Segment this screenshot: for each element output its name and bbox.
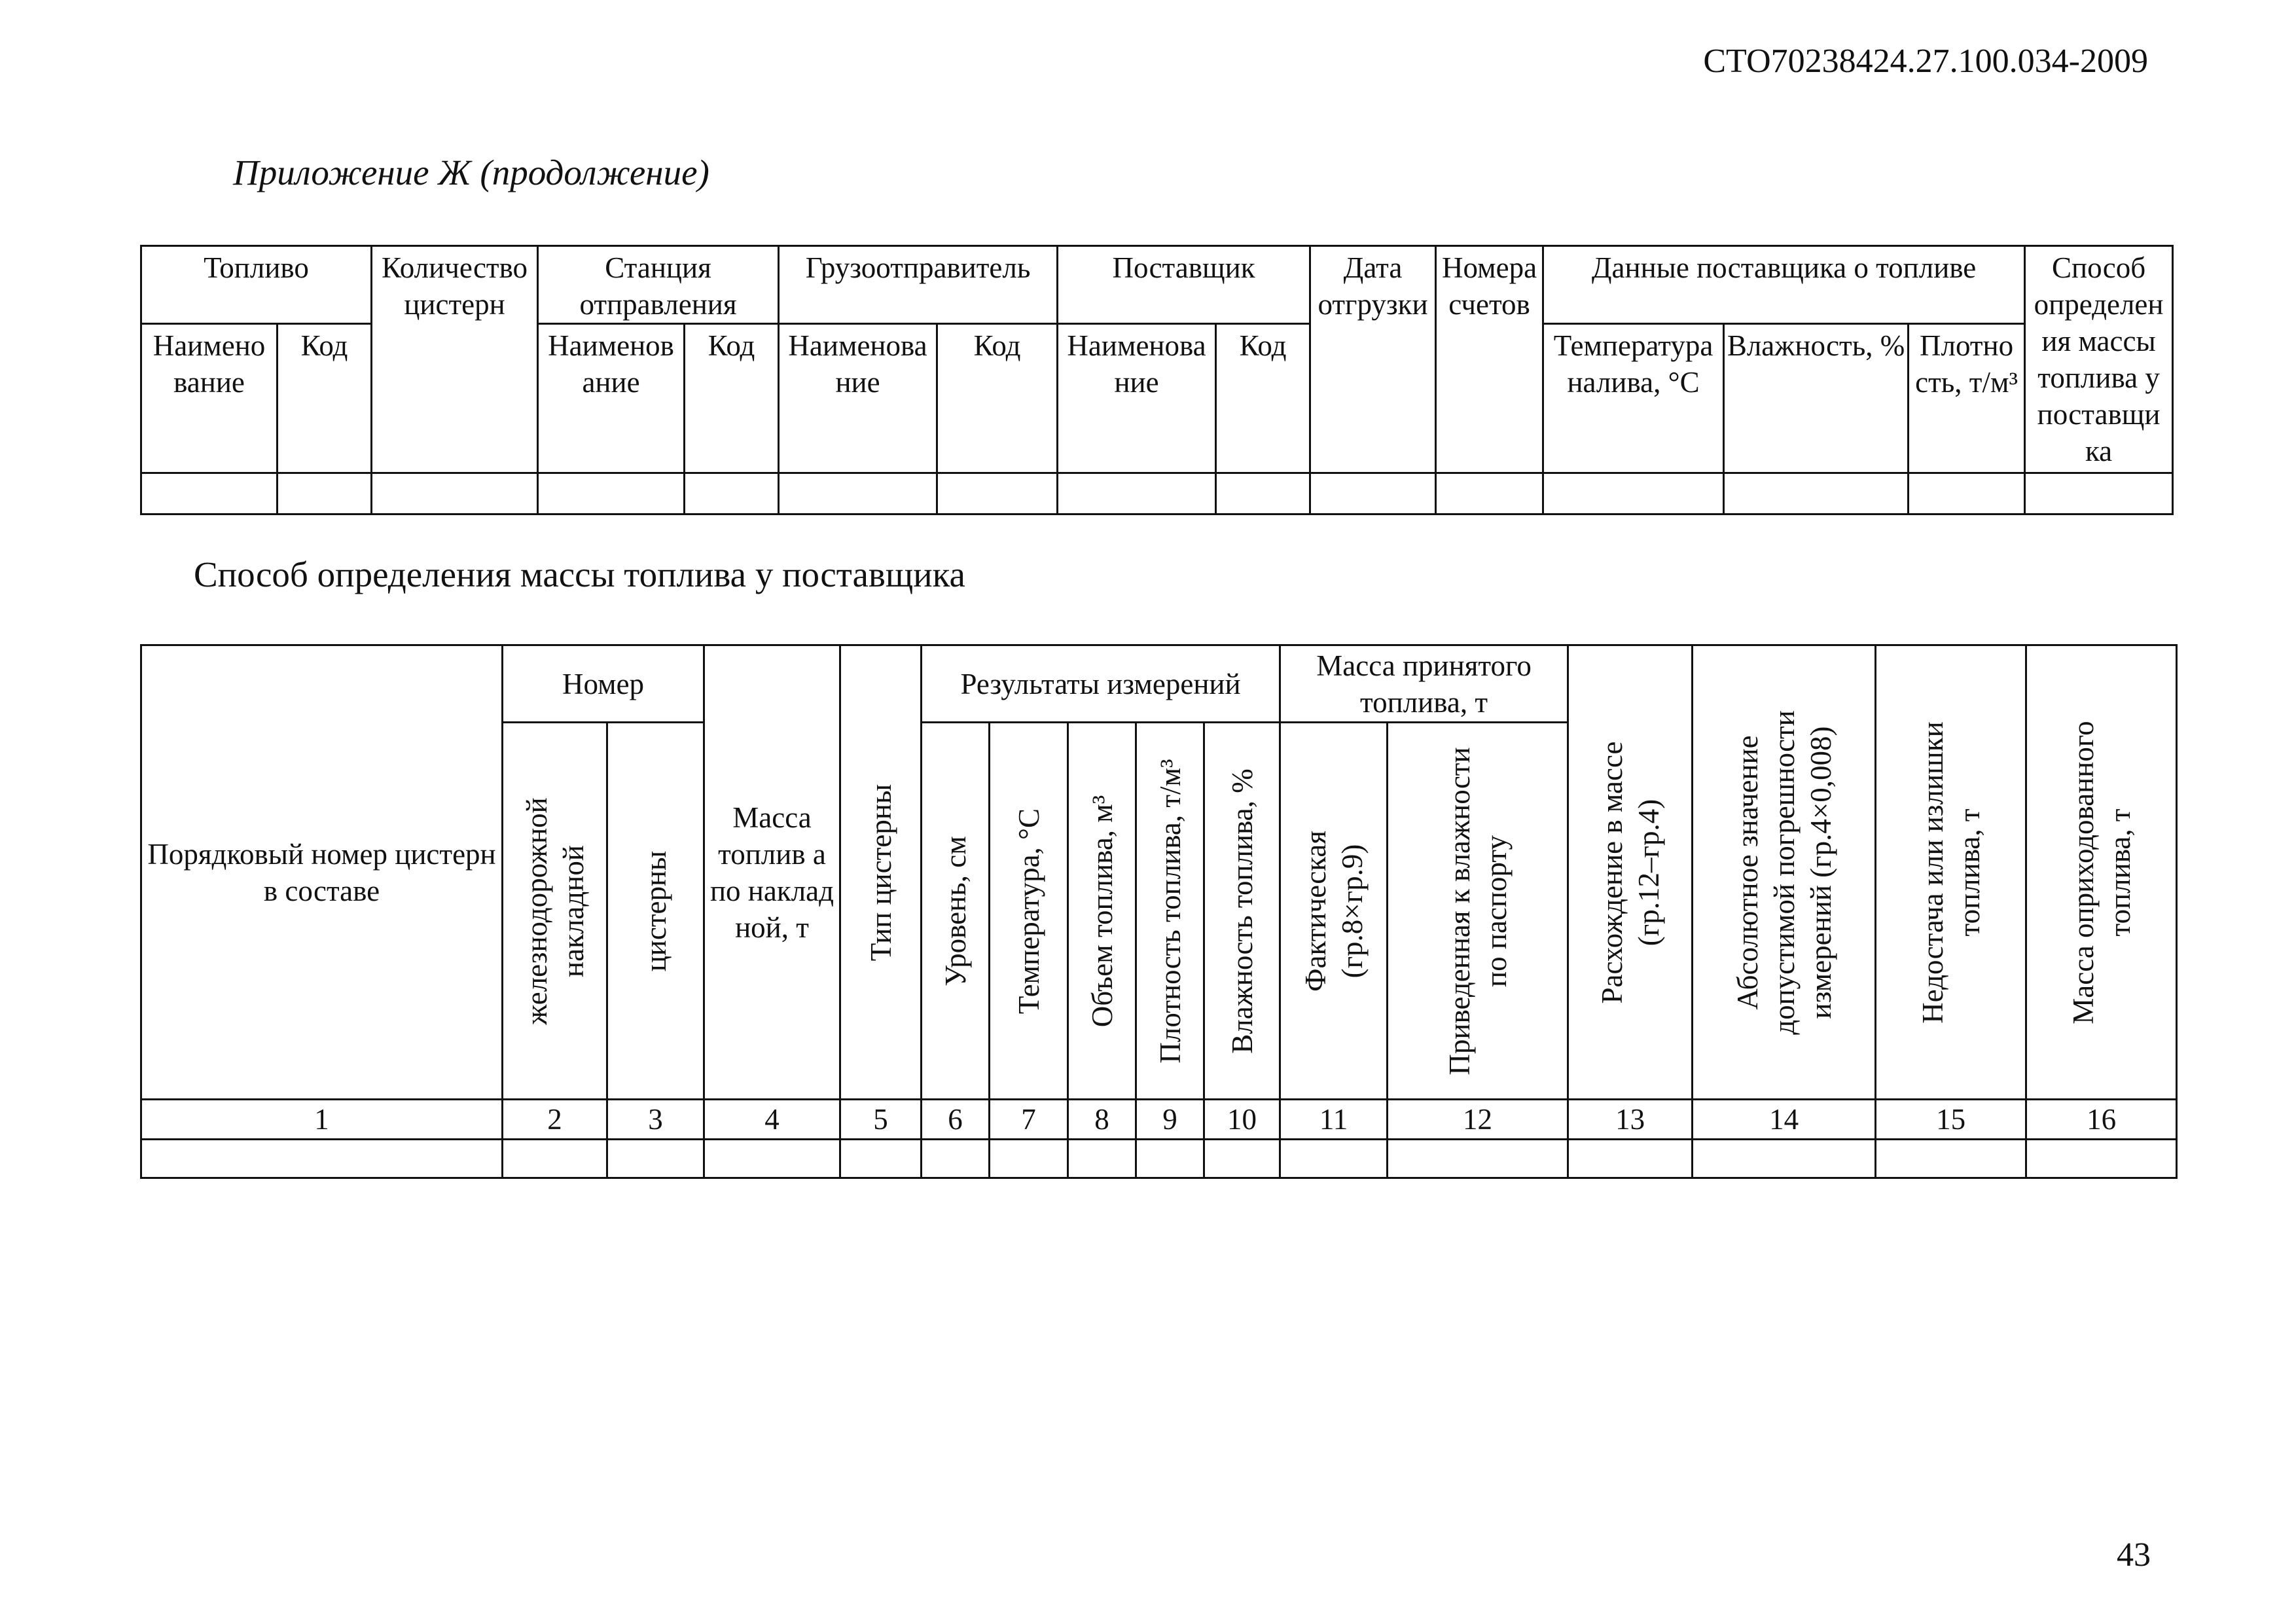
- table-cell[interactable]: [704, 1140, 840, 1178]
- station-name-header: Наименов ание: [538, 324, 685, 473]
- column-number: 9: [1136, 1100, 1204, 1140]
- mass-determination-table: [140, 644, 2178, 1179]
- column-number: 12: [1388, 1100, 1568, 1140]
- fuel-name-header: Наимено вание: [141, 324, 278, 473]
- supplier-header: Поставщик: [1058, 246, 1310, 324]
- table-cell[interactable]: [372, 473, 538, 514]
- appendix-title: Приложение Ж (продолжение): [233, 153, 709, 192]
- column-number: 1: [141, 1100, 503, 1140]
- method-header: Способ определен ия массы топлива у поставщи ка: [2025, 246, 2173, 473]
- rotated-label-line: накладной: [556, 844, 590, 977]
- column-number: 15: [1876, 1100, 2026, 1140]
- table-cell[interactable]: [1388, 1140, 1568, 1178]
- invoice-numbers-header: Номера счетов: [1436, 246, 1543, 473]
- rotated-label-line: Недостача или излишки: [1916, 721, 1949, 1024]
- rotated-label-line: Объем топлива, м³: [1085, 795, 1119, 1027]
- rotated-label-line: Плотность топлива, т/м³: [1153, 758, 1187, 1064]
- density-header: [1136, 723, 1204, 1100]
- column-number: 3: [607, 1100, 704, 1140]
- rotated-label-line: Фактическая: [1299, 830, 1332, 992]
- table-cell[interactable]: [1310, 473, 1436, 514]
- received-mass-header: Масса принятого топлива, т: [1280, 645, 1568, 723]
- column-number: 2: [503, 1100, 607, 1140]
- rotated-label-line: (гр.12–гр.4): [1632, 799, 1665, 946]
- shipper-name-header: Наименова ние: [779, 324, 937, 473]
- tank-number-header: [607, 723, 704, 1100]
- level-header: [922, 723, 990, 1100]
- column-number: 14: [1693, 1100, 1876, 1140]
- rotated-label-line: Температура, °С: [1012, 808, 1045, 1014]
- station-code-header: Код: [685, 324, 779, 473]
- rotated-label-line: Масса оприходованного: [2066, 720, 2100, 1024]
- table-cell[interactable]: [1909, 473, 2025, 514]
- column-number: 4: [704, 1100, 840, 1140]
- moisture-header: [1204, 723, 1280, 1100]
- table-cell[interactable]: [990, 1140, 1068, 1178]
- section-title: Способ определения массы топлива у поставщика: [194, 554, 965, 594]
- rotated-label-line: железнодорожной: [520, 797, 553, 1025]
- shipper-code-header: Код: [937, 324, 1058, 473]
- rotated-label-line: Тип цистерны: [864, 784, 897, 961]
- reduced-mass-header: [1388, 723, 1568, 1100]
- tank-count-header: Количество цистерн: [372, 246, 538, 473]
- density-header: Плотно сть, т/м³: [1909, 324, 2025, 473]
- moisture-header: Влажность, %: [1724, 324, 1909, 473]
- tank-type-header: [840, 645, 922, 1100]
- column-number-row: [141, 1100, 2177, 1140]
- fuel-code-header: Код: [278, 324, 372, 473]
- rotated-label-line: измерений (гр.4×0,008): [1804, 726, 1837, 1019]
- volume-header: [1068, 723, 1136, 1100]
- column-number: 6: [922, 1100, 990, 1140]
- table-cell[interactable]: [685, 473, 779, 514]
- station-header: Станция отправления: [538, 246, 779, 324]
- column-number: 5: [840, 1100, 922, 1140]
- table-cell[interactable]: [1693, 1140, 1876, 1178]
- supplier-data-table: [140, 245, 2174, 515]
- table-cell[interactable]: [1543, 473, 1724, 514]
- rotated-label-line: цистерны: [639, 850, 672, 971]
- table-cell[interactable]: [840, 1140, 922, 1178]
- table-cell[interactable]: [1568, 1140, 1693, 1178]
- table-cell[interactable]: [141, 1140, 503, 1178]
- shortage-header: [1876, 645, 2026, 1100]
- column-number: 13: [1568, 1100, 1693, 1140]
- table-cell[interactable]: [2026, 1140, 2177, 1178]
- column-number: 16: [2026, 1100, 2177, 1140]
- supplier-name-header: Наименова ние: [1058, 324, 1216, 473]
- discrepancy-header: [1568, 645, 1693, 1100]
- supplier-data-header: Данные поставщика о топливе: [1543, 246, 2025, 324]
- rotated-label-line: (гр.8×гр.9): [1335, 844, 1369, 978]
- table-cell[interactable]: [1280, 1140, 1388, 1178]
- fuel-header: Топливо: [141, 246, 372, 324]
- table-cell[interactable]: [141, 473, 278, 514]
- ordinal-header: Порядковый номер цистерн в составе: [141, 645, 503, 1100]
- number-header: Номер: [503, 645, 704, 723]
- table-cell[interactable]: [1058, 473, 1216, 514]
- table-cell[interactable]: [278, 473, 372, 514]
- table-cell[interactable]: [538, 473, 685, 514]
- rotated-label-line: топлива, т: [1952, 808, 1986, 936]
- table-cell[interactable]: [1436, 473, 1543, 514]
- table-cell[interactable]: [1068, 1140, 1136, 1178]
- table-cell[interactable]: [607, 1140, 704, 1178]
- ship-date-header: Дата отгрузки: [1310, 246, 1436, 473]
- table-cell[interactable]: [503, 1140, 607, 1178]
- table-cell[interactable]: [1216, 473, 1310, 514]
- table-cell[interactable]: [922, 1140, 990, 1178]
- rotated-label-line: топлива, т: [2103, 808, 2136, 936]
- rail-waybill-header: [503, 723, 607, 1100]
- rotated-label-line: по паспорту: [1479, 835, 1513, 987]
- rotated-label-line: допустимой погрешности: [1767, 710, 1801, 1035]
- document-code: СТО70238424.27.100.034-2009: [1703, 43, 2148, 80]
- table-cell[interactable]: [1136, 1140, 1204, 1178]
- column-number: 8: [1068, 1100, 1136, 1140]
- credited-mass-header: [2026, 645, 2177, 1100]
- table-cell[interactable]: [1724, 473, 1909, 514]
- table-row: [141, 473, 2173, 514]
- table-cell[interactable]: [2025, 473, 2173, 514]
- actual-mass-header: [1280, 723, 1388, 1100]
- supplier-code-header: Код: [1216, 324, 1310, 473]
- temperature-header: Температура налива, °С: [1543, 324, 1724, 473]
- column-number: 11: [1280, 1100, 1388, 1140]
- rotated-label-line: Расхождение в массе: [1595, 741, 1628, 1004]
- table-cell[interactable]: [1876, 1140, 2026, 1178]
- rotated-label-line: Приведенная к влажности: [1443, 746, 1476, 1075]
- table-cell[interactable]: [779, 473, 937, 514]
- rotated-label-line: Абсолютное значение: [1731, 734, 1764, 1010]
- shipper-header: Грузоотправитель: [779, 246, 1058, 324]
- measurements-header: Результаты измерений: [922, 645, 1280, 723]
- mass-by-waybill-header: Масса топлив а по наклад ной, т: [704, 645, 840, 1100]
- table-row: [141, 1140, 2177, 1178]
- abs-error-header: [1693, 645, 1876, 1100]
- table-cell[interactable]: [937, 473, 1058, 514]
- page-number: 43: [2117, 1536, 2151, 1574]
- column-number: 7: [990, 1100, 1068, 1140]
- rotated-label-line: Уровень, см: [939, 835, 972, 986]
- table-cell[interactable]: [1204, 1140, 1280, 1178]
- rotated-label-line: Влажность топлива, %: [1225, 768, 1259, 1054]
- column-number: 10: [1204, 1100, 1280, 1140]
- temperature-header: [990, 723, 1068, 1100]
